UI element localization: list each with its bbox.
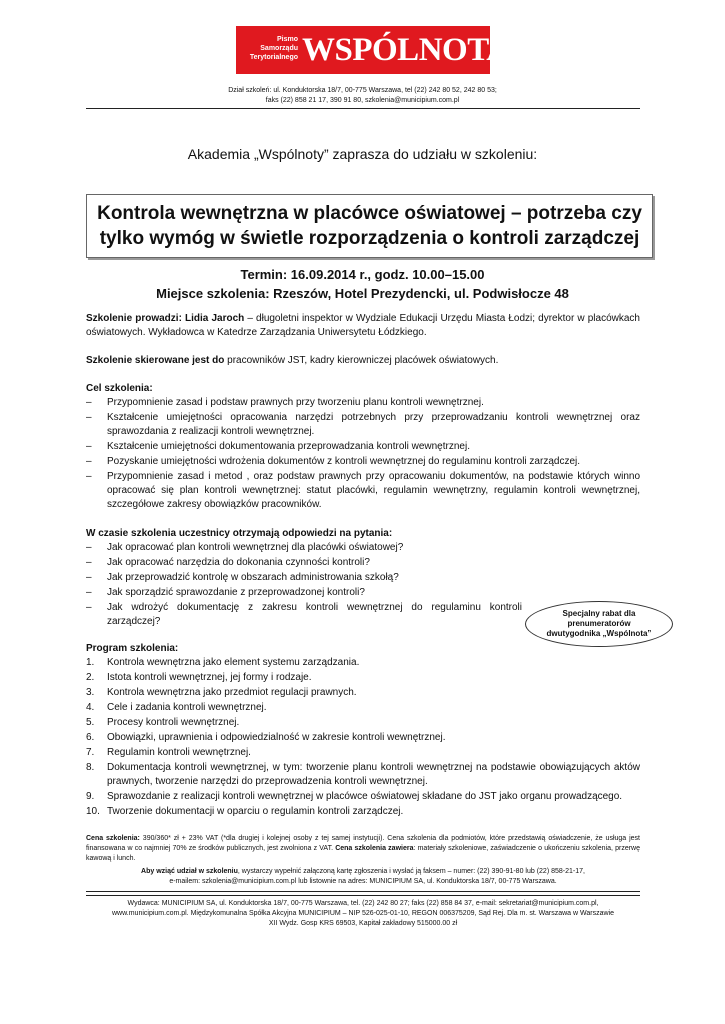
price-text: 390/360* zł + 23% VAT (*dla drugiej i kolejnej osoby z tej samej instytucji). Cena szkolenia dla podmiotów, które przedstawią oświadczenie, że usługa jest finansowana w co najmniej 70% ze środków publicznych, jest zwolniona z VAT. [86, 835, 640, 852]
price-includes-label: Cena szkolenia zawiera [335, 845, 414, 852]
signup-info [86, 867, 640, 887]
item-number: 6. [86, 732, 95, 743]
header-address-line: Dział szkoleń: ul. Konduktorska 18/7, 00-775 Warszawa, tel (22) 242 80 52, 242 80 53; [228, 87, 497, 94]
discount-line: dwutygodnika „Wspólnota” [546, 629, 652, 638]
discount-line: prenumeratorów [567, 619, 631, 628]
program-heading: Program szkolenia: [86, 643, 179, 654]
list-item-text: Jak opracować narzędzia do dokonania czynności kontroli? [107, 557, 370, 568]
item-number: 4. [86, 702, 95, 713]
title-box [86, 194, 653, 258]
dash-bullet: – [86, 441, 92, 452]
dash-bullet: – [86, 456, 92, 467]
logo-subtitle-line: Terytorialnego [249, 54, 298, 61]
item-number: 5. [86, 717, 95, 728]
training-location: Miejsce szkolenia: Rzeszów, Hotel Prezydencki, ul. Podwisłocze 48 [156, 286, 569, 301]
list-item-text: Kontrola wewnętrzna jako przedmiot regulacji prawnych. [107, 687, 357, 698]
logo-subtitle-line: Samorządu [260, 45, 298, 52]
footer-divider-bottom [86, 895, 640, 896]
list-item-text: Jak przeprowadzić kontrolę w obszarach administrowania szkołą? [107, 572, 399, 583]
list-item [86, 716, 640, 730]
signup-text: , wystarczy wypełnić załączoną kartę zgłoszenia i wysłać ją faksem – numer: (22) 390-91-80 lub (22) 858-21-17, [237, 868, 585, 875]
list-item-text: Istota kontroli wewnętrznej, jej formy i rodzaje. [107, 672, 312, 683]
trainer-label: Szkolenie prowadzi: Lidia Jaroch [86, 313, 245, 324]
audience-paragraph [86, 354, 640, 368]
list-item-text: Tworzenie dokumentacji w oparciu o regulamin kontroli zarządczej. [107, 806, 404, 817]
list-item [86, 671, 640, 685]
dash-bullet: – [86, 471, 92, 482]
signup-line [86, 867, 640, 877]
list-item [86, 571, 522, 585]
item-number: 1. [86, 657, 95, 668]
list-item-text: Regulamin kontroli wewnętrznej. [107, 747, 251, 758]
publisher-line: XII Wydz. Gosp KRS 69503, Kapitał zakładowy 515000.00 zł [268, 920, 458, 927]
list-item [86, 805, 640, 819]
price-includes-text: : materiały szkoleniowe, zaświadczenie o ukończeniu szkolenia, przerwę kawową i lunch. [86, 845, 640, 862]
list-item [86, 746, 640, 760]
list-item-text: Dokumentacja kontroli wewnętrznej, w tym: tworzenie planu kontroli wewnętrznej na podstawie obowiązujących aktów prawnych, tworzenie narzędzi do przeprowadzenia kontroli wewnętrznej. [107, 762, 640, 787]
training-title [87, 201, 652, 251]
item-number: 3. [86, 687, 95, 698]
list-item [86, 455, 640, 469]
list-item [86, 470, 640, 512]
training-date: Termin: 16.09.2014 r., godz. 10.00–15.00 [240, 267, 485, 282]
list-item [86, 440, 640, 454]
list-item-text: Pozyskanie umiejętności wdrożenia dokumentów z kontroli wewnętrznej do regulaminu kontroli zarządczej. [107, 456, 581, 467]
item-number: 10. [86, 806, 100, 817]
wspolnota-logo [236, 26, 510, 74]
dash-bullet: – [86, 587, 92, 598]
header-address [0, 86, 725, 106]
signup-label: Aby wziąć udział w szkoleniu [141, 868, 238, 875]
list-item [86, 411, 640, 439]
list-item [86, 656, 640, 670]
list-item-text: Przypomnienie zasad i podstaw prawnych przy tworzeniu planu kontroli wewnętrznej. [107, 397, 484, 408]
publisher-info [86, 899, 640, 929]
dash-bullet: – [86, 572, 92, 583]
list-item-text: Jak sporządzić sprawozdanie z przeprowadzonej kontroli? [107, 587, 365, 598]
dash-bullet: – [86, 412, 92, 423]
list-item-text: Cele i zadania kontroli wewnętrznej. [107, 702, 267, 713]
list-item [86, 761, 640, 789]
footer-divider-top [86, 891, 640, 892]
publisher-line: www.municipium.com.pl. Międzykomunalna Spółka Akcyjna MUNICIPIUM – NIP 526-025-01-10, REGON 006375209, Sąd Rej. Dla m. st. Warszawa w Warszawie [112, 910, 614, 917]
list-item-text: Procesy kontroli wewnętrznej. [107, 717, 240, 728]
dash-bullet: – [86, 397, 92, 408]
list-item [86, 686, 640, 700]
list-item [86, 586, 522, 600]
list-item-text: Jak opracować plan kontroli wewnętrznej dla placówki oświatowej? [107, 542, 404, 553]
list-item [86, 701, 640, 715]
list-item [86, 556, 522, 570]
list-item [86, 396, 640, 410]
audience-text: pracowników JST, kadry kierowniczej placówek oświatowych. [224, 355, 499, 366]
header-address-line: faks (22) 858 21 17, 390 91 80, szkolenia@municipium.com.pl [265, 97, 460, 104]
dash-bullet: – [86, 542, 92, 553]
list-item-text: Przypomnienie zasad i metod , oraz podstaw prawnych przy opracowaniu dokumentów, na podstawie których winno opracować się plan kontroli wewnętrznej: statut placówki, regulamin wewnętrzny, regulamin kontroli wewnętrznej, szczegółowe zakresy obowiązków pracowników. [107, 471, 640, 510]
trainer-text: – długoletni inspektor w Wydziale Edukacji Urzędu Miasta Łodzi; dyrektor w placówkach oświatowych. Wykładowca w Katedrze Zarządzania Uniwersytetu Łódzkiego. [86, 313, 640, 338]
list-item [86, 541, 522, 555]
title-line: tylko wymóg w świetle rozporządzenia o kontroli zarządczej [99, 228, 640, 249]
list-item [86, 601, 522, 629]
goal-heading: Cel szkolenia: [86, 383, 153, 394]
item-number: 9. [86, 791, 95, 802]
list-item-text: Kształcenie umiejętności opracowania narzędzi potrzebnych przy przeprowadzaniu kontroli wewnętrznej oraz sprawozdania z realizacji kontroli wewnętrznej. [107, 412, 640, 437]
list-item-text: Obowiązki, uprawnienia i odpowiedzialność w zakresie kontroli wewnętrznej. [107, 732, 446, 743]
logo-name: WSPÓLNOTA [302, 32, 510, 68]
price-info [86, 834, 640, 864]
program-list [86, 656, 640, 820]
price-label: Cena szkolenia: [86, 835, 140, 842]
questions-heading: W czasie szkolenia uczestnicy otrzymają odpowiedzi na pytania: [86, 528, 393, 539]
invitation-text: Akademia „Wspólnoty” zaprasza do udziału w szkoleniu: [187, 146, 538, 162]
list-item-text: Sprawozdanie z realizacji kontroli wewnętrznej w placówce oświatowej składane do JST jako organu prowadzącego. [107, 791, 623, 802]
title-line: Kontrola wewnętrzna w placówce oświatowej – potrzeba czy [97, 203, 642, 224]
item-number: 8. [86, 762, 95, 773]
header-divider [86, 108, 640, 109]
discount-line: Specjalny rabat dla [562, 609, 636, 618]
list-item-text: Kontrola wewnętrzna jako element systemu zarządzania. [107, 657, 360, 668]
item-number: 2. [86, 672, 95, 683]
discount-badge [525, 601, 673, 647]
goal-list [86, 396, 640, 513]
logo-subtitle [246, 35, 298, 62]
dash-bullet: – [86, 602, 92, 613]
list-item [86, 790, 640, 804]
signup-line: e-mailem: szkolenia@municipium.com.pl lub listownie na adres: MUNICIPIUM SA, ul. Konduktorska 18/7, 00-775 Warszawa. [169, 878, 557, 885]
audience-label: Szkolenie skierowane jest do [86, 355, 225, 366]
publisher-line: Wydawca: MUNICIPIUM SA, ul. Konduktorska 18/7, 00-775 Warszawa, tel. (22) 242 80 27; faks (22) 858 84 37, e-mail: sekretariat@municipium.com.pl, [127, 900, 599, 907]
list-item-text: Kształcenie umiejętności dokumentowania przeprowadzania kontroli wewnętrznej. [107, 441, 470, 452]
list-item [86, 731, 640, 745]
list-item-text: Jak wdrożyć dokumentację z zakresu kontroli wewnętrznej do regulaminu kontroli zarządczej? [107, 602, 522, 627]
item-number: 7. [86, 747, 95, 758]
dash-bullet: – [86, 557, 92, 568]
logo-subtitle-line: Pismo [276, 36, 298, 43]
trainer-paragraph [86, 312, 640, 340]
